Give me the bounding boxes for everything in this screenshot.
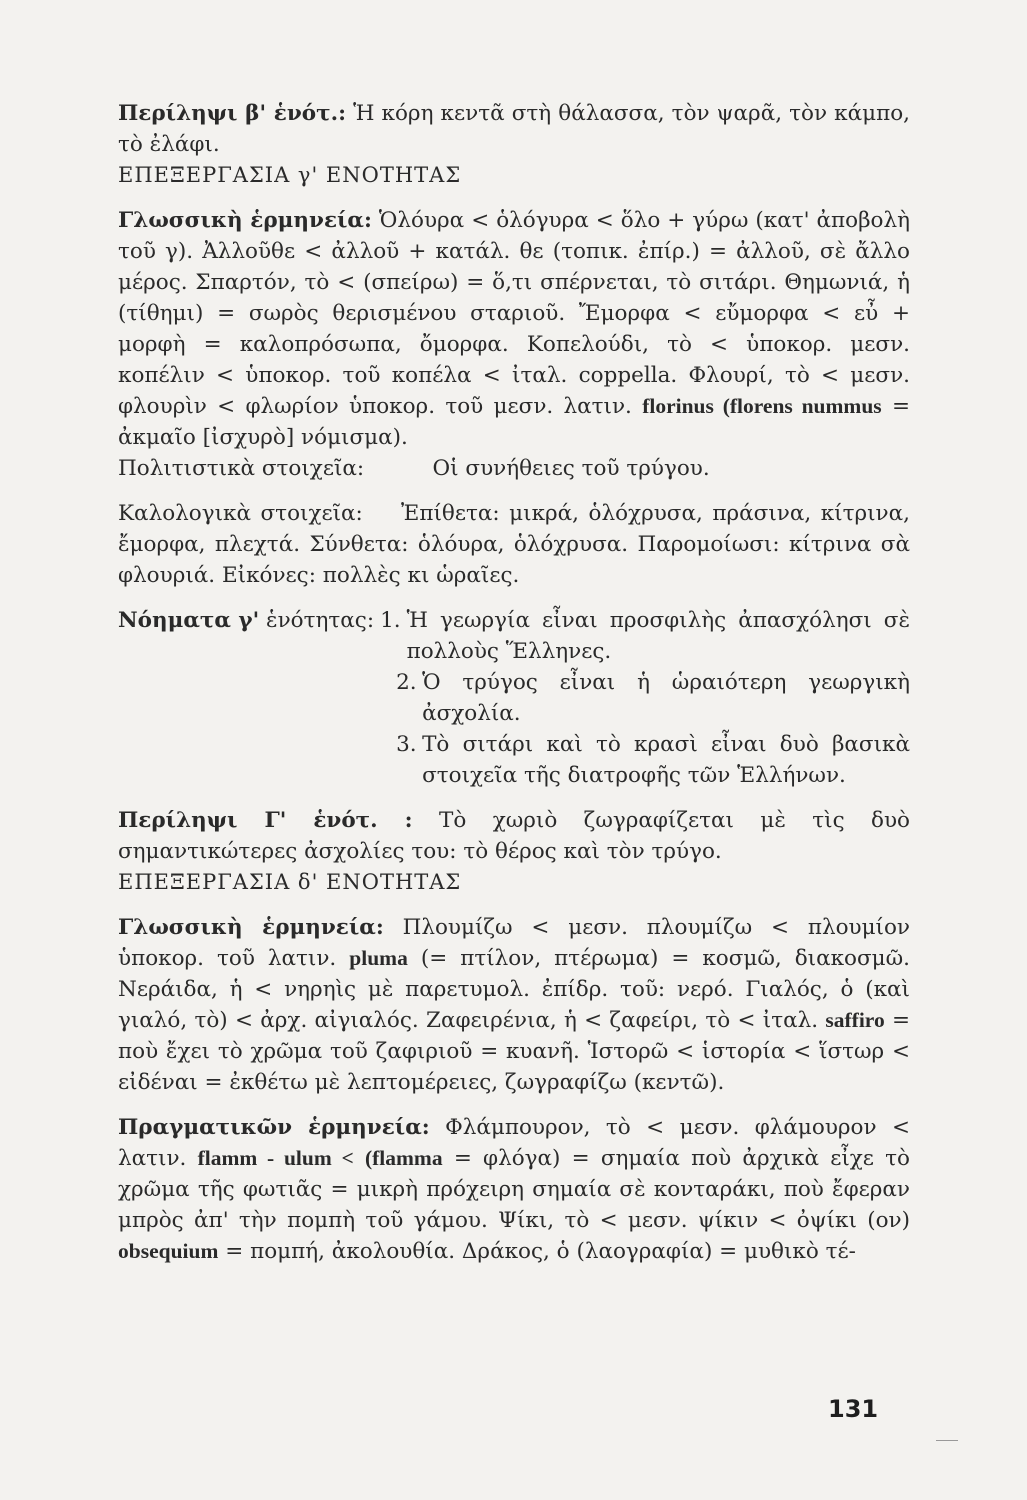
factual-d-text-2: = φλόγα) = σημαία ποὺ ἀρχικὰ εἶχε τὸ χρῶμα τῆς φωτιᾶς = μικρὴ πρόχειρη σημαία σὲ κονταράκι, ποὺ ἔφεραν μπρὸς ἀπ' τὴν πομπὴ τοῦ γάμου. Ψίκι, τὸ < μεσν. ψίκιν < ὀψίκι (ον): [118, 1146, 910, 1233]
meanings-c-label-2: ἑνότητας:: [266, 608, 375, 633]
body-text: [118, 98, 910, 1267]
list-item: [380, 667, 910, 729]
linguistic-d-text-1: Πλουμίζω < μεσν. πλουμίζω < πλουμίον ὑποκορ. τοῦ λατιν.: [118, 915, 911, 971]
list-item-number: 2.: [396, 670, 417, 695]
list-item-text: Ἡ γεωργία εἶναι προσφιλὴς ἀπασχόλησι σὲ πολλοὺς Ἕλληνες.: [406, 608, 910, 664]
cultural-label: Πολιτιστικὰ στοιχεῖα:: [118, 456, 365, 481]
summary-b-label: Περίληψι β' ἑνότ.:: [118, 101, 347, 126]
linguistic-c: [118, 205, 910, 453]
cultural-elements: [118, 453, 910, 484]
factual-d-label: Πραγματικῶν ἑρμηνεία:: [118, 1115, 430, 1140]
list-item-number: 1.: [380, 608, 401, 633]
list-item: [380, 605, 910, 667]
stylistic-elements: [118, 498, 910, 591]
page-number: 131: [828, 1395, 879, 1423]
stylistic-label: Καλολογικὰ στοιχεῖα:: [118, 501, 363, 526]
list-item-number: 3.: [396, 732, 417, 757]
linguistic-d-text-3: = ποὺ ἔχει τὸ χρῶμα τοῦ ζαφιριοῦ = κυανῆ. Ἱστορῶ < ἱστορία < ἵστωρ < εἰδέναι = ἐκθέτω μὲ λεπτομέρειες, ζωγραφίζω (κεντῶ).: [118, 1008, 911, 1095]
summary-b-text: Ἡ κόρη κεντᾶ στὴ θάλασσα, τὸν ψαρᾶ, τὸν κάμπο, τὸ ἐλάφι.: [118, 101, 910, 157]
linguistic-d-label: Γλωσσικὴ ἑρμηνεία:: [118, 915, 384, 940]
linguistic-c-text-2: Φλουρί, τὸ < μεσν. φλουρὶν < φλωρίον ὑποκορ. τοῦ μεσν. λατιν.: [118, 363, 910, 419]
summary-c-text: Τὸ χωριὸ ζωγραφίζεται μὲ τὶς δυὸ σημαντικώτερες ἀσχολίες του: τὸ θέρος καὶ τὸν τρύγο.: [118, 808, 910, 864]
linguistic-c-text-1: Ὁλόυρα < ὁλόγυρα < ὅλο + γύρω (κατ' ἀποβολὴ τοῦ γ). Ἀλλοῦθε < ἀλλοῦ + κατάλ. θε (τοπικ. ἐπίρ.) = ἀλλοῦ, σὲ ἄλλο μέρος. Σπαρτόν, τὸ < (σπείρω) = ὅ,τι σπέρνεται, τὸ σιτάρι. Θημωνιά, ἡ (τίθημι) = σωρὸς θερισμένου σταριοῦ. Ἔμορφα < εὔμορφα < εὖ + μορφὴ = καλοπρόσωπα, ὄμορφα. Κοπελούδι, τὸ < ὑποκορ. μεσν. κοπέλιν < ὑποκορ. τοῦ κοπέλα < ἰταλ.: [118, 208, 910, 388]
linguistic-d-text-2: (= πτίλον, πτέρωμα) = κοσμῶ, διακοσμῶ. Νεράιδα, ἡ < νηρηὶς μὲ παρετυμολ. ἐπίδρ. τοῦ: νερό. Γιαλός, ὁ (καὶ γιαλό, τὸ) < ἀρχ. αἰγιαλός. Ζαφειρένια, ἡ < ζαφείρι, τὸ < ἰταλ.: [118, 946, 911, 1033]
list-item-text: Ὁ τρύγος εἶναι ἡ ὡραιότερη γεωργικὴ ἀσχολία.: [422, 670, 910, 726]
linguistic-c-latin-2: florinus (florens nummus: [642, 394, 882, 418]
summary-b: [118, 98, 910, 160]
factual-d: [118, 1112, 910, 1267]
linguistic-c-latin-1: coppella.: [578, 363, 678, 388]
meanings-c-label: Νόηματα γ': [118, 608, 260, 633]
section-title-c: ΕΠΕΞΕΡΓΑΣΙΑ γ' ΕΝΟΤΗΤΑΣ: [118, 163, 462, 187]
list-item-text: Τὸ σιτάρι καὶ τὸ κρασὶ εἶναι δυὸ βασικὰ στοιχεῖα τῆς διατροφῆς τῶν Ἑλλήνων.: [422, 732, 910, 788]
meanings-c-label-wrap: [118, 605, 374, 791]
factual-d-latin-1: flamm - ulum <: [197, 1146, 354, 1170]
factual-d-text-3: = πομπή, ἀκολουθία. Δράκος, ὁ (λαογραφία) = μυθικὸ τέ-: [225, 1239, 856, 1264]
summary-c-label: Περίληψι Γ' ἑνότ. :: [118, 808, 413, 833]
summary-c: [118, 805, 910, 867]
linguistic-d: [118, 912, 910, 1098]
list-item: [380, 729, 910, 791]
margin-rule: [936, 1440, 958, 1441]
linguistic-c-label: Γλωσσικὴ ἑρμηνεία:: [118, 208, 372, 233]
meanings-list: [374, 605, 910, 791]
stylistic-text: Ἐπίθετα: μικρά, ὁλόχρυσα, πράσινα, κίτρινα, ἔμορφα, πλεχτά. Σύνθετα: ὁλόυρα, ὁλόχρυσα. Παρομοίωσι: κίτρινα σὰ φλουριά. Εἰκόνες: πολλὲς κι ὡραῖες.: [118, 501, 910, 588]
linguistic-c-text-3: = ἀκμαῖο [ἰσχυρὸ] νόμισμα).: [118, 394, 910, 450]
factual-d-text-1: Φλάμπουρον, τὸ < μεσν. φλάμουρον < λατιν.: [118, 1115, 910, 1171]
linguistic-d-latin-2: saffiro: [825, 1008, 885, 1032]
cultural-text: Οἱ συνήθειες τοῦ τρύγου.: [432, 456, 710, 481]
factual-d-latin-3: obsequium: [118, 1239, 219, 1263]
linguistic-d-latin-1: pluma: [349, 946, 408, 970]
section-title-d: ΕΠΕΞΕΡΓΑΣΙΑ δ' ΕΝΟΤΗΤΑΣ: [118, 870, 462, 894]
factual-d-latin-2: (flamma: [364, 1146, 443, 1170]
meanings-c: [118, 605, 910, 791]
